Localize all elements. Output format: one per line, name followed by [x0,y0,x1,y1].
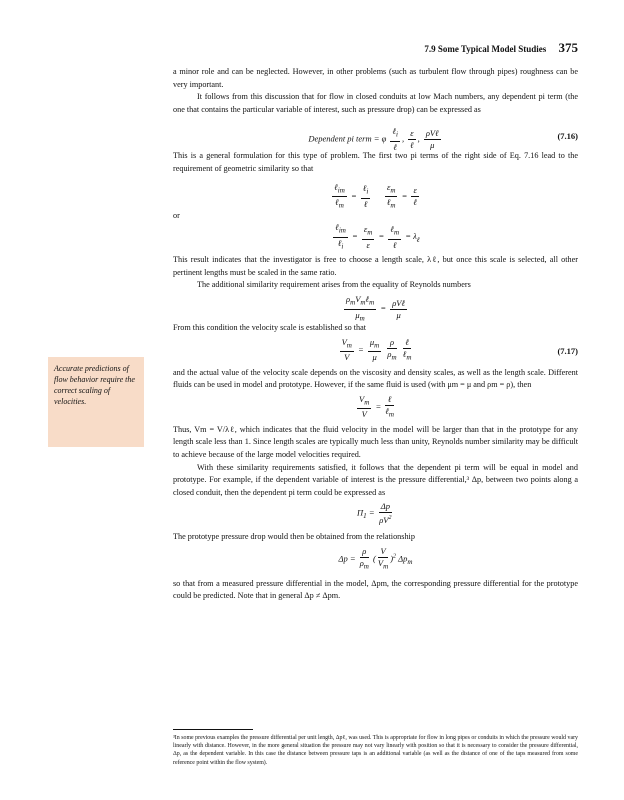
equation-same-fluid: $\frac{V_m}{V}$ = $\frac{\text{ℓ}}{\ell_m}$ [359,393,394,420]
paragraph: It follows from this discussion that for flow in closed conduits at low Mach numbers, any dependent pi term (the one that contains the particular variable of interest, such as pressure drop) can be expressed as [173,92,578,114]
footnote: ³In some previous examples the pressure differential per unit length, Δpℓ, was used. This is appropriate for flow in long pipes or conduits in which the pressure would vary linearly with distance. However, in the more general situation the pressure may not vary linearly with position so that it is necessary to consider the pressure differential, Δp, as the dependent variable. In this case the distance between pressure taps is an additional variable (as well as the distance of one of the taps measured from some reference point within the flow system). [173,735,578,766]
equation-7-16: Dependent pi term = φ $\frac{\ell_i}{\text{ℓ}}$ , $\frac{\varepsilon}{\text{ℓ}}$ , $\frac{\text{ρVℓ}}{\mu}$ (7.16) [308,126,578,153]
paragraph: a minor role and can be neglected. However, in other problems (such as turbulent flow through pipes) roughness can be very important. [173,67,578,89]
equation-length-scale: $\frac{\ell_{im}}{\ell_i}$ = $\frac{\varepsilon_m}{\varepsilon}$ = $\frac{\ell_m}{\text{ℓ}}$ = $\lambda_\ell$ [335,222,420,251]
equation-geometric: $\frac{\ell_{im}}{\ell_m}$ = $\frac{\ell_i}{\text{ℓ}}$ $\frac{\varepsilon_m}{\ell_m}$ = $\frac{\varepsilon}{\text{ℓ}}$ [334,181,417,210]
page-number: 375 [558,40,578,55]
equation-7-17: $\frac{V_m}{V}$ = $\frac{\mu_m}{\mu}$ $\frac{\rho}{\rho_m}$ $\frac{\text{ℓ}}{\ell_m}$ (7.17) [341,336,578,363]
paragraph: The additional similarity requirement arises from the equality of Reynolds numbers [197,280,471,290]
paragraph: This is a general formulation for this type of problem. The first two pi terms of the right side of Eq. 7.16 lead to the requirement of geometric similarity so that [173,151,578,173]
running-header [424,40,578,56]
equation-pi-1: $\Pi_1$ = $\frac{\Delta p}{\rho V^2}$ [357,501,392,526]
equation-pressure-drop: Δp = $\frac{\rho}{\rho_m}$ ( $\frac{V}{V_m}$ )$^2$ $\Delta p_m$ [338,545,413,571]
paragraph: and the actual value of the velocity scale depends on the viscosity and density scales, as well as the length scale. Different fluids can be used in model and prototype. However, if the same fluid is used (with μm = μ and ρm = ρ), then [173,367,578,390]
paragraph: The prototype pressure drop would then be obtained from the relationship [173,532,415,542]
section-title: 7.9 Some Typical Model Studies [424,44,547,54]
paragraph: or [173,210,180,220]
equation-number: (7.17) [557,345,578,356]
paragraph: This result indicates that the investigator is free to choose a length scale, λℓ, but once this scale is selected, all other pertinent lengths must be scaled in the same ratio. [173,255,578,277]
paragraph: From this condition the velocity scale is established so that [173,322,367,332]
equation-number: (7.16) [557,131,578,142]
footnote-rule [173,729,253,730]
paragraph: so that from a measured pressure differential in the model, Δpm, the corresponding pressure differential for the prototype could be predicted. Note that in general Δp ≠ Δpm. [173,578,578,601]
equation-reynolds: $\frac{\rho_mV_m\ell_m}{\mu_m}$ = $\frac{\text{ρVℓ}}{\mu}$ [345,293,406,323]
eq-lhs: Dependent pi term = φ [308,133,387,144]
main-column [173,66,578,603]
margin-note: Accurate predictions of flow behavior require the correct scaling of velocities. [48,357,144,447]
paragraph: With these similarity requirements satisfied, it follows that the dependent pi term will be equal in model and prototype. For example, if the dependent variable of interest is the pressure differential,³ Δp, between two points along a closed conduit, then the dependent pi term could be expressed as [173,462,578,497]
paragraph: Thus, Vm = V/λℓ, which indicates that the fluid velocity in the model will be larger than that in the prototype for any length scale less than 1. Since length scales are typically much less than unity, Reynolds number similarity may be difficult to achieve because of the large model velocities required. [173,424,578,459]
